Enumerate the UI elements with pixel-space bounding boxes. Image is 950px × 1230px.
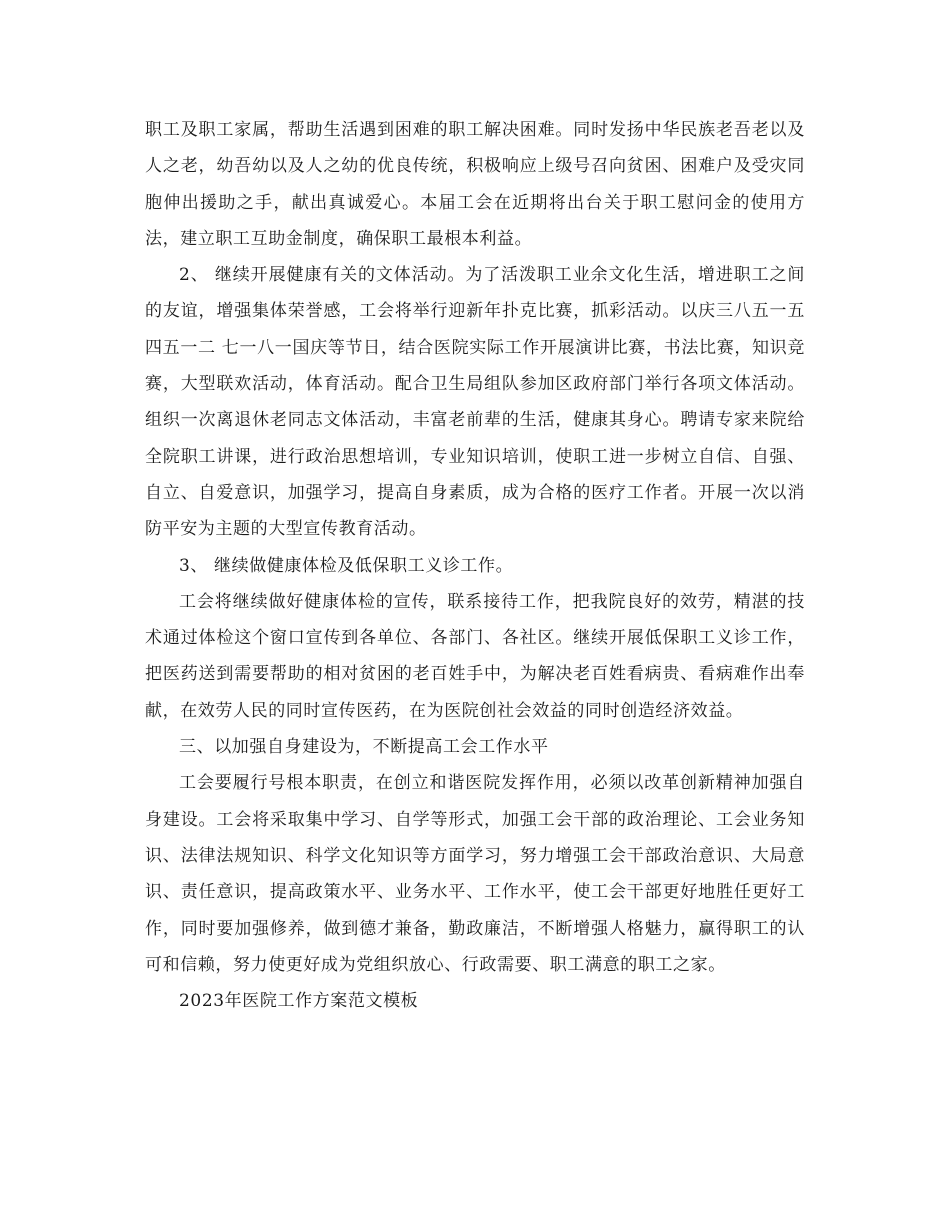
paragraph-health-checkup-heading: 3、 继续做健康体检及低保职工义诊工作。: [179, 555, 514, 576]
document-page: [145, 112, 805, 1019]
document-title-line: 2023年医院工作方案范文模板: [179, 991, 419, 1012]
paragraph-staff-assistance: 职工及职工家属，帮助生活遇到困难的职工解决困难。同时发扬中华民族老吾老以及人之老，幼吾幼以及人之幼的优良传统，积极响应上级号召向贫困、困难户及受灾同胞伸出援助之手，献出真诚爱心。本届工会在近期将出台关于职工慰问金的使用方法，建立职工互助金制度，确保职工最根本利益。: [145, 120, 805, 249]
paragraph-self-building-body: 工会要履行号根本职责，在创立和谐医院发挥作用，必须以改革创新精神加强自身建设。工会将采取集中学习、自学等形式，加强工会干部的政治理论、工会业务知识、法律法规知识、科学文化知识等方面学习，努力增强工会干部政治意识、大局意识、责任意识，提高政策水平、业务水平、工作水平，使工会干部更好地胜任更好工作，同时要加强修养，做到德才兼备，勤政廉洁，不断增强人格魅力，赢得职工的认可和信赖，努力使更好成为党组织放心、行政需要、职工满意的职工之家。: [145, 773, 805, 975]
section-heading-self-building: 三、以加强自身建设为，不断提高工会工作水平: [179, 737, 549, 758]
paragraph-cultural-activities: 2、 继续开展健康有关的文体活动。为了活泼职工业余文化生活，增进职工之间的友谊，增强集体荣誉感，工会将举行迎新年扑克比赛，抓彩活动。以庆三八五一五四五一二 七一八一国庆等节日，结合医院实际工作开展演讲比赛，书法比赛，知识竞赛，大型联欢活动，体育活动。配合卫生局组队参加区政府部门举行各项文体活动。组织一次离退休老同志文体活动，丰富老前辈的生活，健康其身心。聘请专家来院给全院职工讲课，进行政治思想培训，专业知识培训，使职工进一步树立自信、自强、自立、自爱意识，加强学习，提高自身素质，成为合格的医疗工作者。开展一次以消防平安为主题的大型宣传教育活动。: [145, 265, 805, 540]
paragraph-health-checkup-body: 工会将继续做好健康体检的宣传，联系接待工作，把我院良好的效劳，精湛的技术通过体检这个窗口宣传到各单位、各部门、各社区。继续开展低保职工义诊工作，把医药送到需要帮助的相对贫困的老百姓手中，为解决老百姓看病贵、看病难作出奉献，在效劳人民的同时宣传医药，在为医院创社会效益的同时创造经济效益。: [145, 591, 805, 721]
